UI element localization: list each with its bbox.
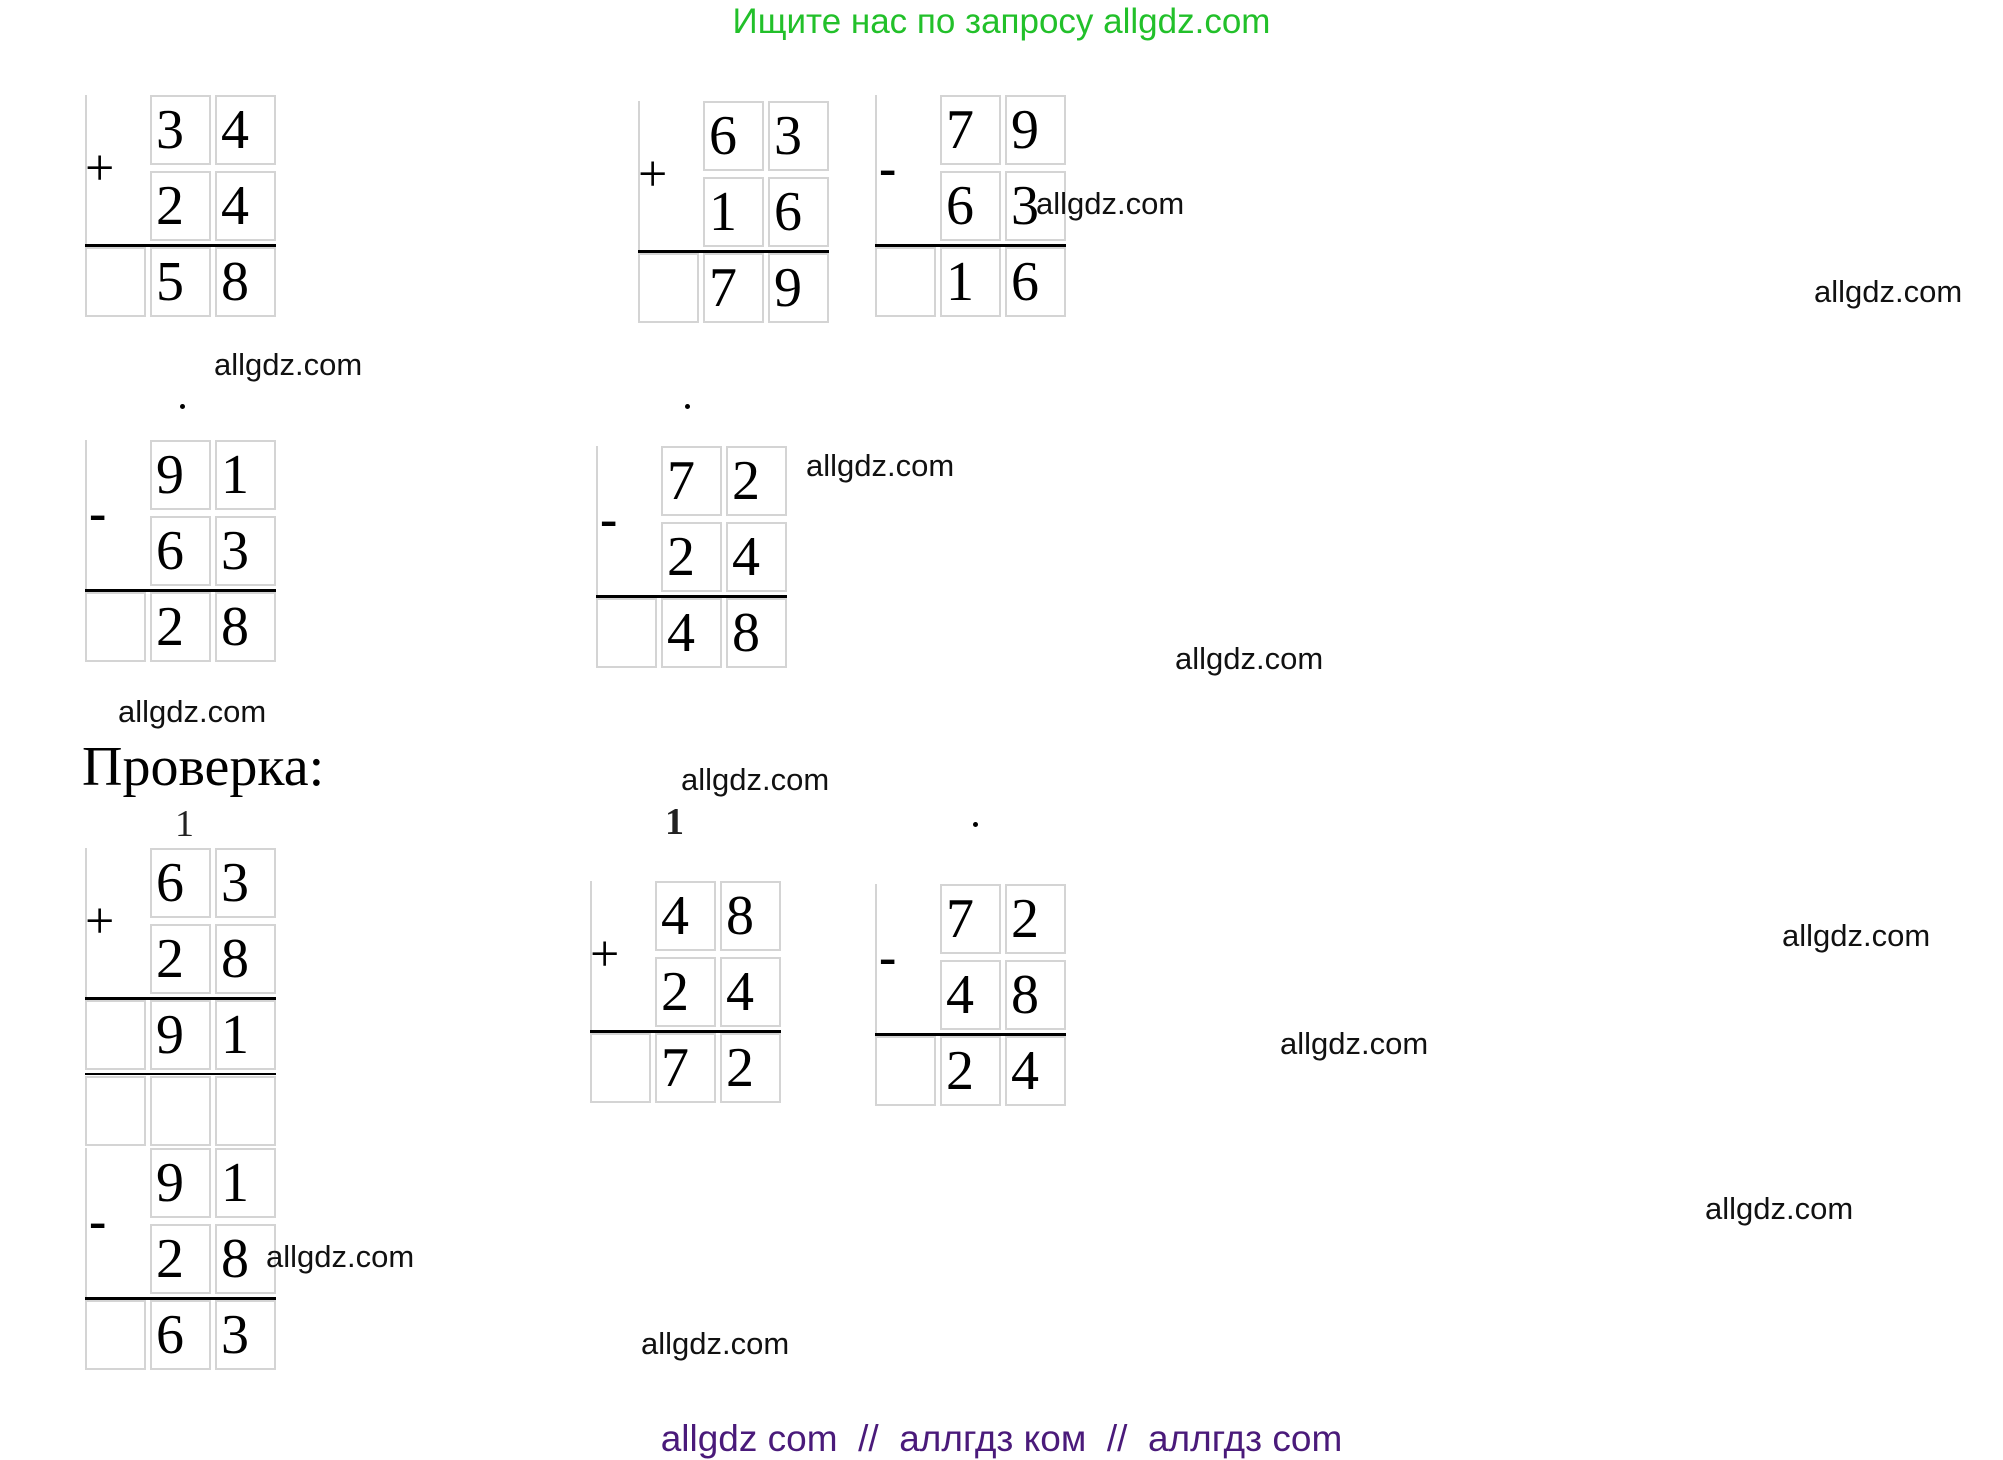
digit-cell: 2	[720, 1033, 781, 1103]
digit-cell: 1	[215, 1148, 276, 1218]
check-heading: Проверка:	[82, 736, 325, 798]
digit-cell: 4	[1005, 1036, 1066, 1106]
watermark: allgdz.com	[1036, 186, 1185, 221]
result-line	[85, 244, 276, 247]
plus-sign: +	[85, 893, 115, 950]
sign-column-border	[875, 884, 877, 1036]
result-line	[875, 244, 1066, 247]
digit-cell: 6	[940, 171, 1001, 241]
digit-cell	[150, 1076, 211, 1146]
watermark: allgdz.com	[1280, 1026, 1429, 1061]
digit-cell: 8	[1005, 960, 1066, 1030]
sign-cell	[85, 1000, 146, 1070]
dot-mark	[685, 404, 690, 409]
digit-cell: 2	[150, 1224, 211, 1294]
result-line	[590, 1030, 781, 1033]
digit-cell: 3	[215, 848, 276, 918]
minus-sign: -	[879, 929, 897, 986]
watermark: allgdz.com	[1814, 274, 1963, 309]
digit-cell: 3	[215, 516, 276, 586]
sign-cell	[638, 253, 699, 323]
digit-cell: 2	[150, 592, 211, 662]
digit-cell: 3	[768, 101, 829, 171]
digit-cell: 8	[215, 1224, 276, 1294]
result-line	[596, 595, 787, 598]
sign-cell	[85, 592, 146, 662]
sign-column-border	[85, 440, 87, 592]
digit-cell: 8	[720, 881, 781, 951]
digit-cell: 2	[150, 171, 211, 241]
watermark: allgdz.com	[1782, 918, 1931, 953]
carry-digit: 1	[665, 801, 684, 843]
digit-cell: 3	[1005, 171, 1066, 241]
digit-cell: 7	[655, 1033, 716, 1103]
digit-cell: 9	[1005, 95, 1066, 165]
minus-sign: -	[879, 140, 897, 197]
digit-cell: 7	[703, 253, 764, 323]
digit-cell: 4	[661, 598, 722, 668]
digit-cell: 1	[703, 177, 764, 247]
digit-cell: 8	[726, 598, 787, 668]
digit-cell: 7	[940, 95, 1001, 165]
watermark: allgdz.com	[641, 1326, 790, 1361]
digit-cell: 4	[215, 171, 276, 241]
sign-cell	[85, 1300, 146, 1370]
sign-cell	[85, 1076, 146, 1146]
carry-digit: 1	[175, 803, 194, 845]
plus-sign: +	[590, 926, 620, 983]
digit-cell: 9	[150, 440, 211, 510]
digit-cell: 3	[215, 1300, 276, 1370]
footer-banner: allgdz com // аллгдз ком // аллгдз com	[660, 1418, 1343, 1459]
digit-cell: 2	[150, 924, 211, 994]
sign-cell	[596, 598, 657, 668]
dot-mark	[180, 404, 185, 409]
digit-cell	[215, 1076, 276, 1146]
digit-cell: 7	[940, 884, 1001, 954]
watermark: allgdz.com	[1175, 641, 1324, 676]
digit-cell: 1	[215, 1000, 276, 1070]
sign-column-border	[875, 95, 877, 247]
digit-cell: 7	[661, 446, 722, 516]
digit-cell: 6	[703, 101, 764, 171]
digit-cell: 8	[215, 924, 276, 994]
result-line	[85, 589, 276, 592]
digit-cell: 5	[150, 247, 211, 317]
digit-cell: 4	[215, 95, 276, 165]
digit-cell: 2	[661, 522, 722, 592]
digit-cell: 3	[150, 95, 211, 165]
result-line	[85, 997, 276, 1000]
sign-cell	[875, 247, 936, 317]
digit-cell: 2	[726, 446, 787, 516]
dot-mark	[973, 822, 978, 827]
watermark: allgdz.com	[214, 347, 363, 382]
digit-cell: 4	[720, 957, 781, 1027]
digit-cell: 9	[150, 1000, 211, 1070]
digit-cell: 6	[150, 1300, 211, 1370]
watermark: allgdz.com	[266, 1239, 415, 1274]
digit-cell: 8	[215, 592, 276, 662]
watermark: allgdz.com	[118, 694, 267, 729]
digit-cell: 4	[940, 960, 1001, 1030]
minus-sign: -	[89, 485, 107, 542]
result-line	[638, 250, 829, 253]
digit-cell: 4	[726, 522, 787, 592]
sign-cell	[85, 247, 146, 317]
result-line	[85, 1297, 276, 1300]
sign-cell	[590, 1033, 651, 1103]
digit-cell: 2	[940, 1036, 1001, 1106]
result-line	[875, 1033, 1066, 1036]
digit-cell: 6	[150, 848, 211, 918]
digit-cell: 2	[655, 957, 716, 1027]
sign-column-border	[596, 446, 598, 598]
extra-line	[85, 1073, 276, 1075]
digit-cell: 6	[768, 177, 829, 247]
watermark: allgdz.com	[1705, 1191, 1854, 1226]
plus-sign: +	[638, 146, 668, 203]
minus-sign: -	[89, 1193, 107, 1250]
digit-cell: 1	[215, 440, 276, 510]
sign-column-border	[85, 1148, 87, 1300]
digit-cell: 2	[1005, 884, 1066, 954]
digit-cell: 6	[1005, 247, 1066, 317]
sign-cell	[875, 1036, 936, 1106]
digit-cell: 9	[150, 1148, 211, 1218]
plus-sign: +	[85, 140, 115, 197]
digit-cell: 9	[768, 253, 829, 323]
digit-cell: 4	[655, 881, 716, 951]
digit-cell: 6	[150, 516, 211, 586]
watermark: allgdz.com	[681, 762, 830, 797]
digit-cell: 8	[215, 247, 276, 317]
watermark: allgdz.com	[806, 448, 955, 483]
digit-cell: 1	[940, 247, 1001, 317]
header-banner: Ищите нас по запросу allgdz.com	[732, 2, 1271, 41]
minus-sign: -	[600, 491, 618, 548]
